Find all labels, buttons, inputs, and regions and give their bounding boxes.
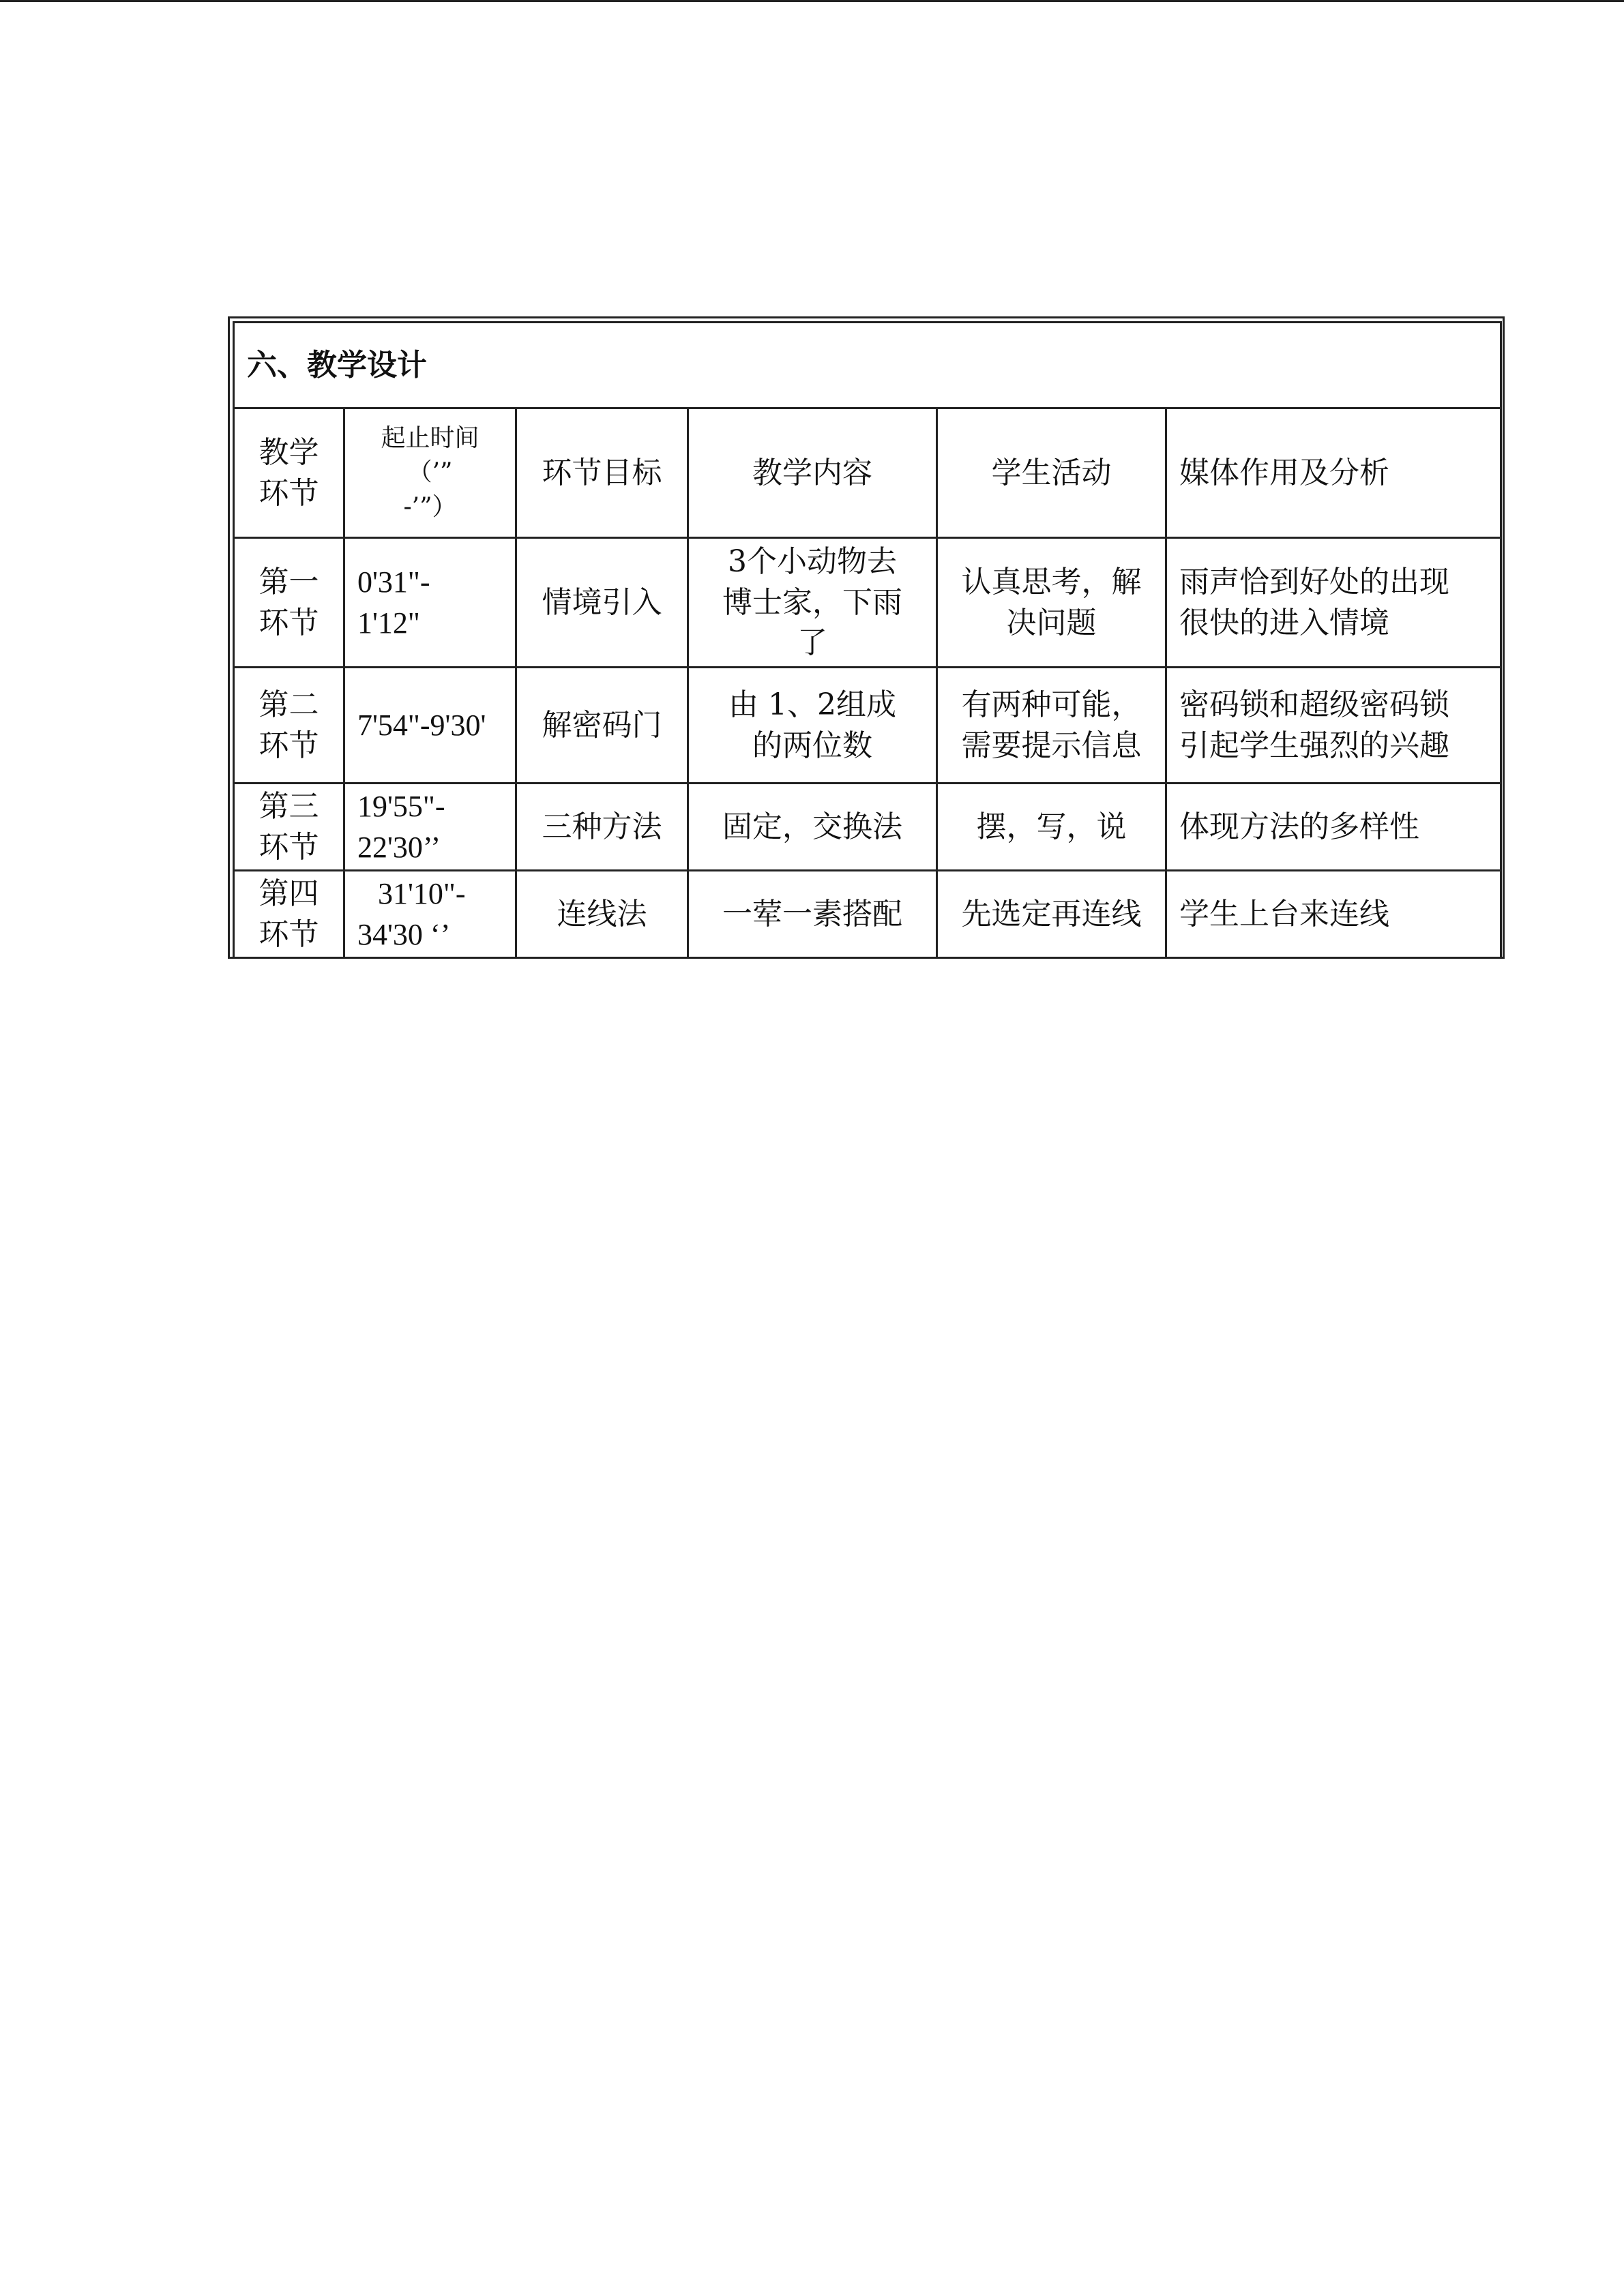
header-stage-line: 教学 [259, 435, 319, 471]
cell-stage [234, 668, 344, 784]
cell-goal: 三种方法 [516, 784, 688, 871]
table-row [234, 784, 1501, 871]
cell-line: 22'30’’ [357, 830, 441, 864]
cell-time [344, 784, 516, 871]
cell-content [688, 668, 937, 784]
cell-line: 博士家，下雨 [722, 584, 902, 620]
cell-media [1166, 871, 1501, 958]
cell-time [344, 871, 516, 958]
cell-line: 一荤一素搭配 [722, 896, 902, 931]
cell-activity [937, 538, 1166, 668]
cell-line: 体现方法的多样性 [1179, 809, 1419, 844]
cell-line: 7'54"-9'30' [357, 708, 486, 742]
cell-line: 认真思考，解 [961, 565, 1142, 600]
cell-media [1166, 668, 1501, 784]
header-activity: 学生活动 [937, 408, 1166, 538]
cell-stage [234, 538, 344, 668]
cell-line: 密码锁和超级密码锁 [1179, 687, 1449, 723]
cell-line: 了 [797, 625, 827, 661]
cell-line: 需要提示信息 [961, 728, 1142, 763]
cell-media [1166, 784, 1501, 871]
cell-line: 决问题 [1006, 605, 1097, 640]
cell-line: 0'31"- [357, 565, 430, 599]
cell-line: 第四 [259, 876, 319, 912]
table-row [234, 668, 1501, 784]
table-row [234, 871, 1501, 958]
teaching-design-table [228, 316, 1505, 959]
cell-line: 3个小动物去 [728, 544, 897, 580]
cell-line: 31'10"- [378, 877, 466, 911]
cell-line: 摆，写，说 [976, 809, 1127, 844]
cell-goal: 情境引入 [516, 538, 688, 668]
cell-line: 环节 [259, 728, 319, 763]
cell-content [688, 538, 937, 668]
cell-line: 学生上台来连线 [1179, 896, 1389, 931]
design-table-grid [233, 321, 1502, 959]
header-time-line: （’” [407, 458, 453, 487]
section-title: 六、教学设计 [234, 323, 1501, 408]
cell-activity [937, 871, 1166, 958]
cell-time [344, 668, 516, 784]
cell-time [344, 538, 516, 668]
cell-stage [234, 784, 344, 871]
cell-line: 很快的进入情境 [1179, 605, 1389, 640]
cell-stage [234, 871, 344, 958]
cell-line: 固定，交换法 [722, 809, 902, 844]
cell-line: 第一 [259, 565, 319, 600]
cell-line: 环节 [259, 829, 319, 865]
cell-line: 19'55"- [357, 790, 445, 824]
page-top-rule [0, 0, 1624, 2]
cell-line: 雨声恰到好处的出现 [1179, 565, 1449, 600]
header-stage-line: 环节 [259, 475, 319, 511]
cell-line: 的两位数 [752, 728, 872, 763]
cell-line: 第三 [259, 789, 319, 824]
header-goal: 环节目标 [516, 408, 688, 538]
cell-line: 有两种可能， [961, 687, 1142, 723]
cell-line: 引起学生强烈的兴趣 [1179, 728, 1449, 763]
cell-activity [937, 784, 1166, 871]
cell-line: 34'30 ‘’ [357, 917, 451, 951]
header-time-line: 起止时间 [381, 423, 479, 452]
cell-line: 由 1、2组成 [728, 687, 896, 723]
cell-line: 环节 [259, 916, 319, 952]
header-stage [234, 408, 344, 538]
cell-goal: 解密码门 [516, 668, 688, 784]
header-time [344, 408, 516, 538]
cell-activity [937, 668, 1166, 784]
cell-media [1166, 538, 1501, 668]
cell-line: 先选定再连线 [961, 896, 1142, 931]
table-row [234, 538, 1501, 668]
cell-content [688, 784, 937, 871]
header-row [234, 408, 1501, 538]
section-title-row [234, 323, 1501, 408]
header-media: 媒体作用及分析 [1166, 408, 1501, 538]
cell-line: 第二 [259, 687, 319, 723]
header-content: 教学内容 [688, 408, 937, 538]
cell-line: 环节 [259, 605, 319, 640]
cell-line: 1'12" [357, 606, 420, 640]
cell-content [688, 871, 937, 958]
header-time-line: -’”） [403, 492, 457, 521]
cell-goal: 连线法 [516, 871, 688, 958]
